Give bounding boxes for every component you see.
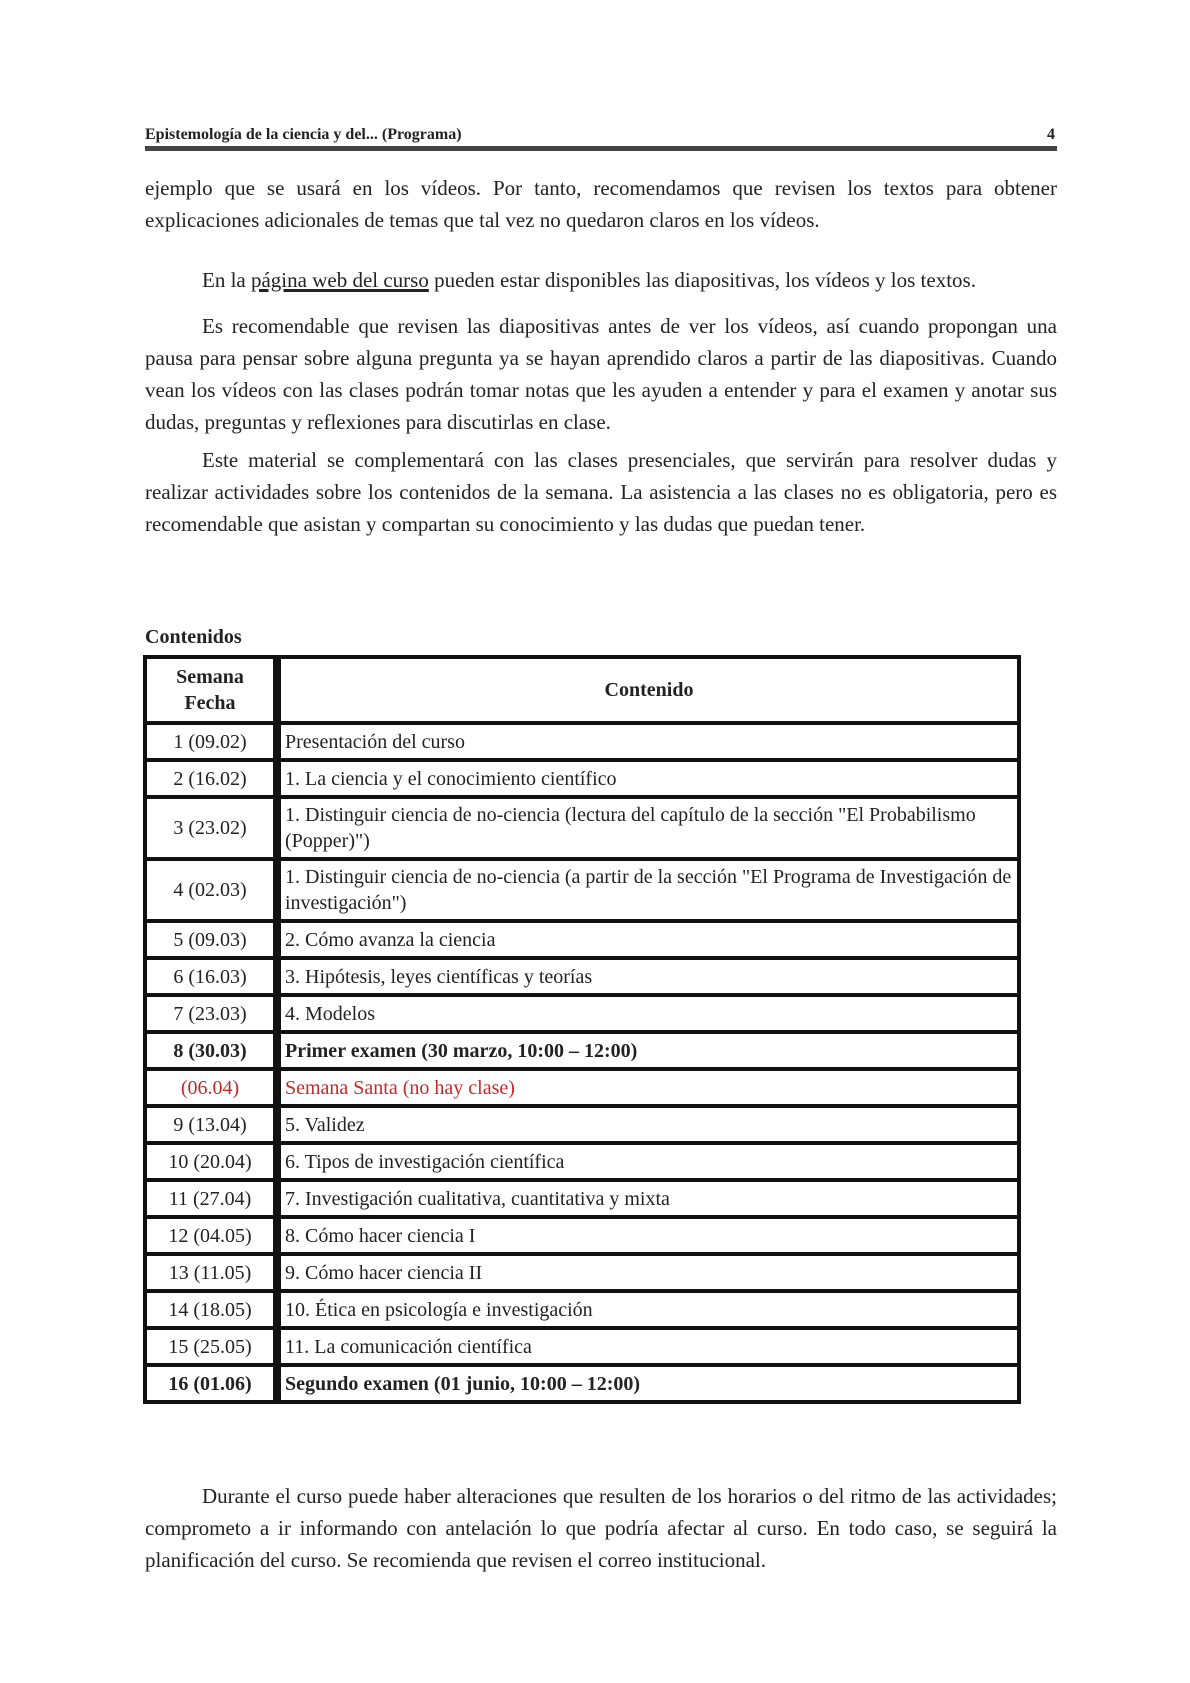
table-row-exam — [145, 1032, 1019, 1069]
column-header-content: Contenido — [277, 657, 1019, 723]
table-row — [145, 723, 1019, 760]
table-row — [145, 1143, 1019, 1180]
table-row — [145, 995, 1019, 1032]
paragraph-materials — [145, 264, 1057, 296]
row-content: Segundo examen (01 junio, 10:00 – 12:00) — [277, 1365, 1019, 1402]
row-content: 1. Distinguir ciencia de no-ciencia (lectura del capítulo de la sección "El Probabilismo (Popper)") — [277, 797, 1019, 859]
running-header — [145, 124, 1057, 151]
row-date: 6 (16.03) — [145, 958, 277, 995]
row-content: 6. Tipos de investigación científica — [277, 1143, 1019, 1180]
row-date: 12 (04.05) — [145, 1217, 277, 1254]
row-content: 5. Validez — [277, 1106, 1019, 1143]
row-content: 7. Investigación cualitativa, cuantitativa y mixta — [277, 1180, 1019, 1217]
table-row — [145, 1217, 1019, 1254]
row-content: Semana Santa (no hay clase) — [277, 1069, 1019, 1106]
row-content: 10. Ética en psicología e investigación — [277, 1291, 1019, 1328]
table-row — [145, 859, 1019, 921]
paragraph-intro: ejemplo que se usará en los vídeos. Por tanto, recomendamos que revisen los textos para obtener explicaciones adicionales de temas que tal vez no quedaron claros en los vídeos. — [145, 176, 1057, 232]
paragraph-materials-before: En la — [202, 268, 251, 292]
row-content: 2. Cómo avanza la ciencia — [277, 921, 1019, 958]
row-content: 1. Distinguir ciencia de no-ciencia (a partir de la sección "El Programa de Investigación de investigación") — [277, 859, 1019, 921]
header-title: Epistemología de la ciencia y del... (Programa) — [145, 126, 462, 143]
paragraph-materials-after: pueden estar disponibles las diapositivas, los vídeos y los textos. — [428, 268, 976, 292]
row-date: 15 (25.05) — [145, 1328, 277, 1365]
row-content: 8. Cómo hacer ciencia I — [277, 1217, 1019, 1254]
row-content: 3. Hipótesis, leyes científicas y teorías — [277, 958, 1019, 995]
table-row — [145, 1180, 1019, 1217]
paragraph-classes: Este material se complementará con las clases presenciales, que servirán para resolver dudas y realizar actividades sobre los contenidos de la semana. La asistencia a las clases no es obligatoria, pero es recomendable que asistan y compartan su conocimiento y las dudas que puedan tener. — [145, 448, 1057, 536]
page-number: 4 — [1047, 126, 1055, 143]
row-content: 9. Cómo hacer ciencia II — [277, 1254, 1019, 1291]
row-date: 3 (23.02) — [145, 797, 277, 859]
table-row — [145, 1328, 1019, 1365]
table-row — [145, 1291, 1019, 1328]
table-row — [145, 1254, 1019, 1291]
row-date: 2 (16.02) — [145, 760, 277, 797]
row-date: 11 (27.04) — [145, 1180, 277, 1217]
row-content: 1. La ciencia y el conocimiento científico — [277, 760, 1019, 797]
row-date: 14 (18.05) — [145, 1291, 277, 1328]
row-date: (06.04) — [145, 1069, 277, 1106]
column-header-date: Semana Fecha — [145, 657, 277, 723]
table-row-exam — [145, 1365, 1019, 1402]
row-content: 11. La comunicación científica — [277, 1328, 1019, 1365]
paragraph-recommendation: Es recomendable que revisen las diapositivas antes de ver los vídeos, así cuando propongan una pausa para pensar sobre alguna pregunta ya se hayan aprendido claros a partir de las diapositivas. Cuando vean los vídeos con las clases podrán tomar notas que les ayuden a entender y para el examen y anotar sus dudas, preguntas y reflexiones para discutirlas en clase. — [145, 314, 1057, 434]
section-label-contents: Contenidos — [145, 626, 242, 648]
row-date: 4 (02.03) — [145, 859, 277, 921]
row-date: 5 (09.03) — [145, 921, 277, 958]
row-date: 13 (11.05) — [145, 1254, 277, 1291]
paragraph-changes: Durante el curso puede haber alteraciones que resulten de los horarios o del ritmo de las actividades; comprometo a ir informando con antelación lo que podría afectar al curso. En todo caso, se seguirá la planificación del curso. Se recomienda que revisen el correo institucional. — [145, 1484, 1057, 1572]
row-date: 7 (23.03) — [145, 995, 277, 1032]
row-date: 16 (01.06) — [145, 1365, 277, 1402]
course-website-link[interactable]: página web del curso — [250, 268, 429, 292]
row-date: 9 (13.04) — [145, 1106, 277, 1143]
row-date: 10 (20.04) — [145, 1143, 277, 1180]
table-row — [145, 1106, 1019, 1143]
schedule-header-row — [145, 657, 1019, 723]
table-row — [145, 797, 1019, 859]
schedule-table — [143, 655, 1021, 1404]
row-content: Presentación del curso — [277, 723, 1019, 760]
table-row-holiday — [145, 1069, 1019, 1106]
row-content: 4. Modelos — [277, 995, 1019, 1032]
row-content: Primer examen (30 marzo, 10:00 – 12:00) — [277, 1032, 1019, 1069]
table-row — [145, 958, 1019, 995]
table-row — [145, 760, 1019, 797]
table-row — [145, 921, 1019, 958]
row-date: 1 (09.02) — [145, 723, 277, 760]
row-date: 8 (30.03) — [145, 1032, 277, 1069]
